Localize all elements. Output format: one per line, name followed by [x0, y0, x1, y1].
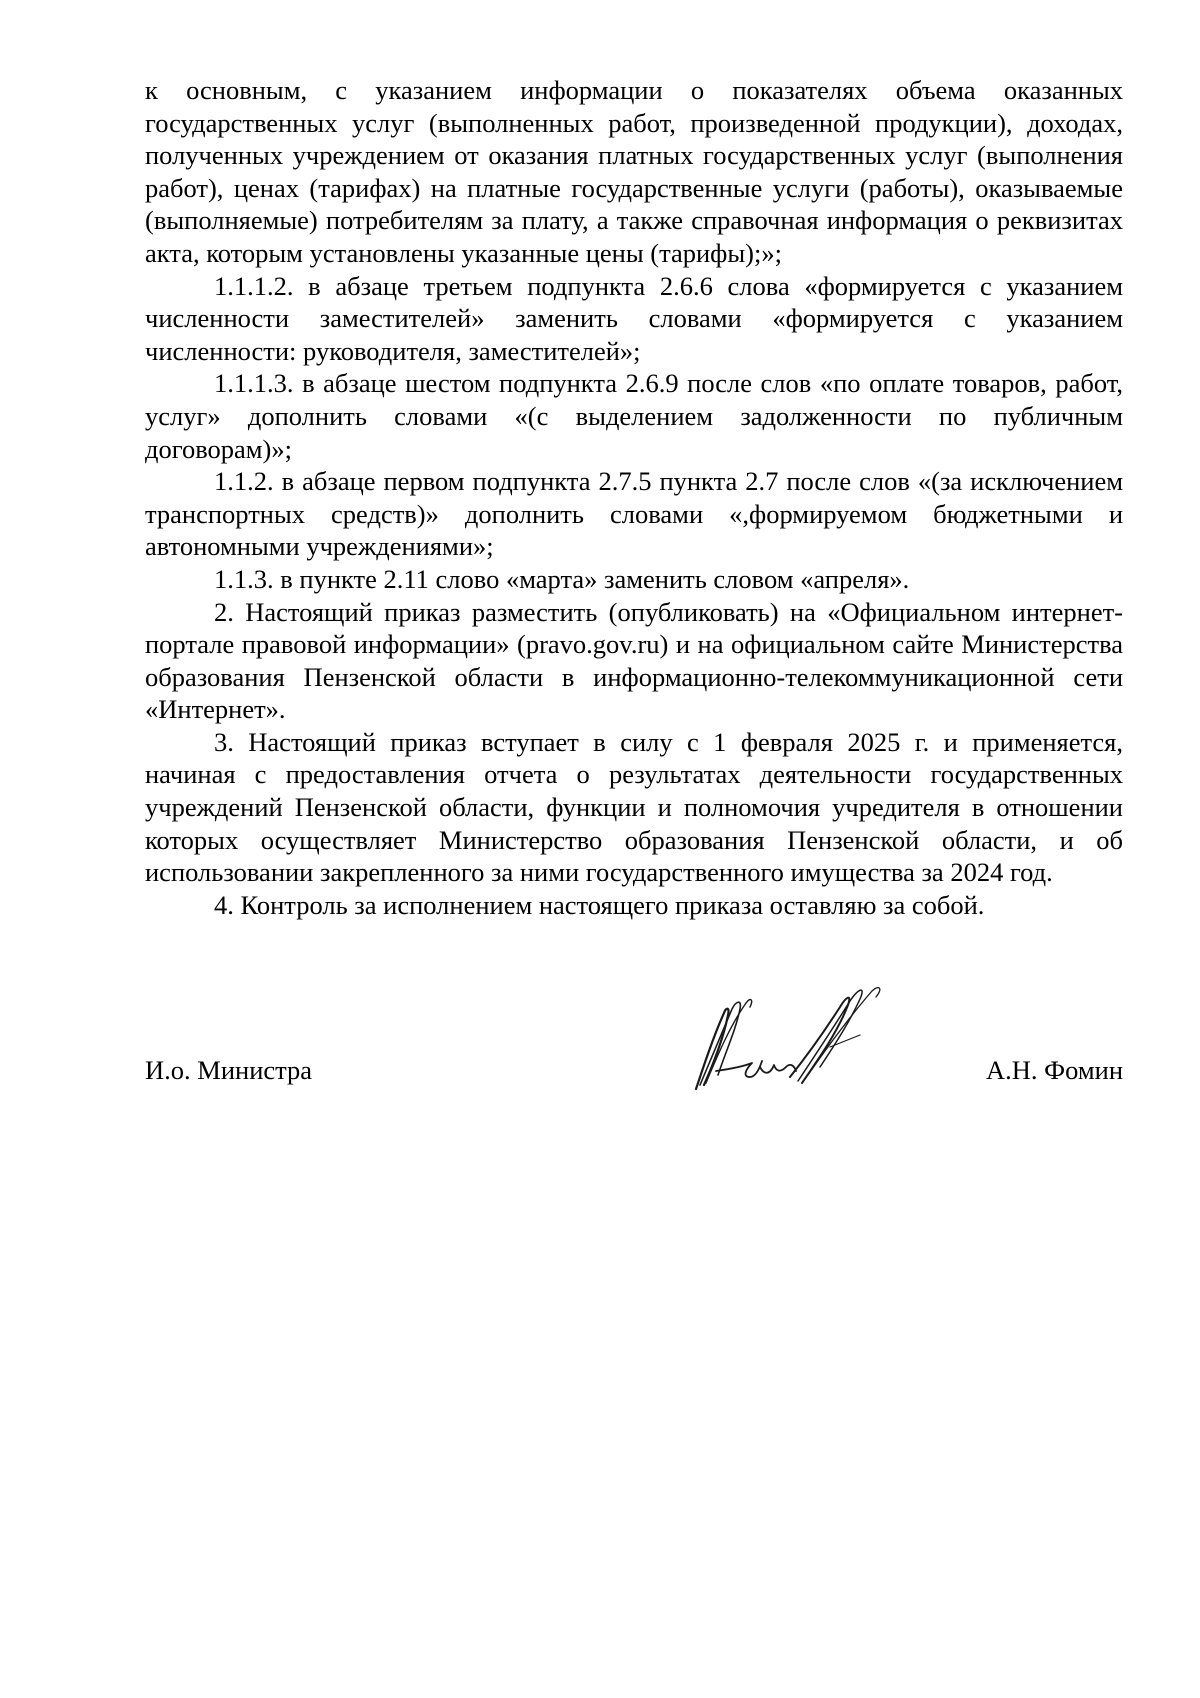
- paragraph-1-1-2: 1.1.2. в абзаце первом подпункта 2.7.5 пункта 2.7 после слов «(за исключением транспортных средств)» дополнить словами «,формируемом бюджетными и автономными учреждениями»;: [145, 466, 1123, 562]
- paragraph-1-1-1-2: 1.1.1.2. в абзаце третьем подпункта 2.6.6 слова «формируется с указанием численности заместителей» заменить словами «формируется с указанием численности: руководителя, заместителей»;: [145, 270, 1123, 366]
- paragraph-1-1-3: 1.1.3. в пункте 2.11 слово «марта» заменить словом «апреля».: [214, 563, 910, 594]
- document-body: [145, 74, 1123, 921]
- signature-block: [145, 1050, 1123, 1090]
- signatory-name: А.Н. Фомин: [986, 1055, 1123, 1085]
- paragraph-continuation: к основным, с указанием информации о показателях объема оказанных государственных услуг (выполненных работ, произведенной продукции), доходах, полученных учреждением от оказания платных государственных услуг (выполнения работ), ценах (тарифах) на платные государственные услуги (работы), оказываемые (выполняемые) потребителям за плату, а также справочная информация о реквизитах акта, которым установлены указанные цены (тарифы);»;: [145, 75, 1123, 268]
- paragraph-2: 2. Настоящий приказ разместить (опубликовать) на «Официальном интернет-портале правовой информации» (pravo.gov.ru) и на официальном сайте Министерства образования Пензенской области в информационно-телекоммуникационной сети «Интернет».: [145, 596, 1123, 725]
- signatory-position: И.о. Министра: [145, 1055, 313, 1085]
- paragraph-4: 4. Контроль за исполнением настоящего приказа оставляю за собой.: [214, 889, 985, 920]
- paragraph-1-1-1-3: 1.1.1.3. в абзаце шестом подпункта 2.6.9 после слов «по оплате товаров, работ, услуг» дополнить словами «(с выделением задолженности по публичным договорам)»;: [145, 368, 1123, 464]
- paragraph-3: 3. Настоящий приказ вступает в силу с 1 февраля 2025 г. и применяется, начиная с предоставления отчета о результатах деятельности государственных учреждений Пензенской области, функции и полномочия учредителя в отношении которых осуществляет Министерство образования Пензенской области, и об использовании закрепленного за ними государственного имущества за 2024 год.: [145, 726, 1123, 888]
